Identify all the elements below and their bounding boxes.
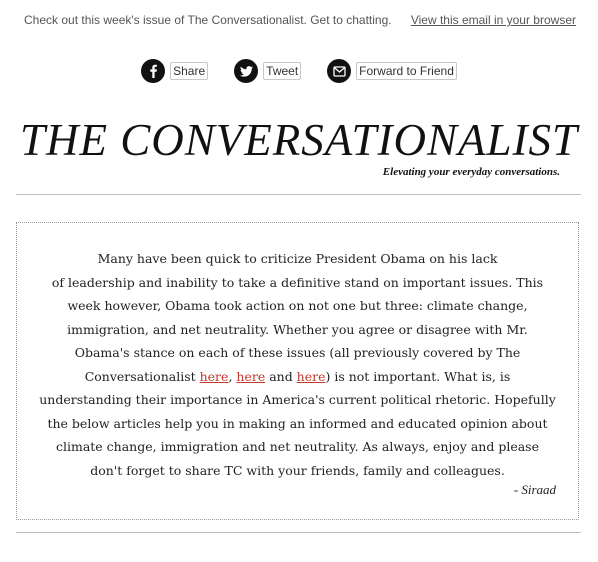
here-link-1[interactable]: here <box>199 368 229 384</box>
preheader <box>24 13 576 27</box>
share-label: Share <box>170 62 208 80</box>
view-in-browser-link[interactable]: View this email in your browser <box>410 13 576 27</box>
preheader-text: Check out this week's issue of The Conversationalist. Get to chatting. <box>24 13 392 27</box>
facebook-icon <box>141 59 165 83</box>
share-button[interactable] <box>141 59 208 83</box>
twitter-icon <box>234 59 258 83</box>
tagline: Elevating your everyday conversations. <box>382 166 560 178</box>
editor-letter <box>16 222 579 520</box>
letter-text-part-1: of leadership and inability to take a definitive stand on important issues. This week however, Obama took action on not one but three: climate change, immigration, and net neutrality. Whether you agree or disagree with Mr. Obama's stance on each of these issues (all previously covered by The Conversationalist <box>51 274 544 384</box>
letter-separator-1: , <box>228 368 237 384</box>
letter-line-1: Many have been quick to criticize President Obama on his lack <box>97 251 498 266</box>
here-link-3[interactable]: here <box>296 368 326 384</box>
letter-body <box>39 247 556 482</box>
masthead-title: THE CONVERSATIONALIST <box>19 115 579 165</box>
forward-label: Forward to Friend <box>356 62 457 80</box>
signature: - Siraad <box>513 482 556 497</box>
social-bar <box>0 59 598 83</box>
tweet-button[interactable] <box>234 59 301 83</box>
tweet-label: Tweet <box>263 62 301 80</box>
divider-top <box>16 194 581 195</box>
divider-bottom <box>16 532 581 533</box>
here-link-2[interactable]: here <box>236 368 266 384</box>
letter-text-part-2: ) is not important. What is, is understanding their importance in America's current political rhetoric. Hopefully the below articles help you in making an informed and educated opinion about climate change, immigration and net neutrality. As always, enjoy and please don't forget to share TC with your friends, family and colleagues. <box>39 368 556 478</box>
email-icon <box>327 59 351 83</box>
letter-separator-2: and <box>265 368 297 384</box>
forward-to-friend-button[interactable] <box>327 59 457 83</box>
